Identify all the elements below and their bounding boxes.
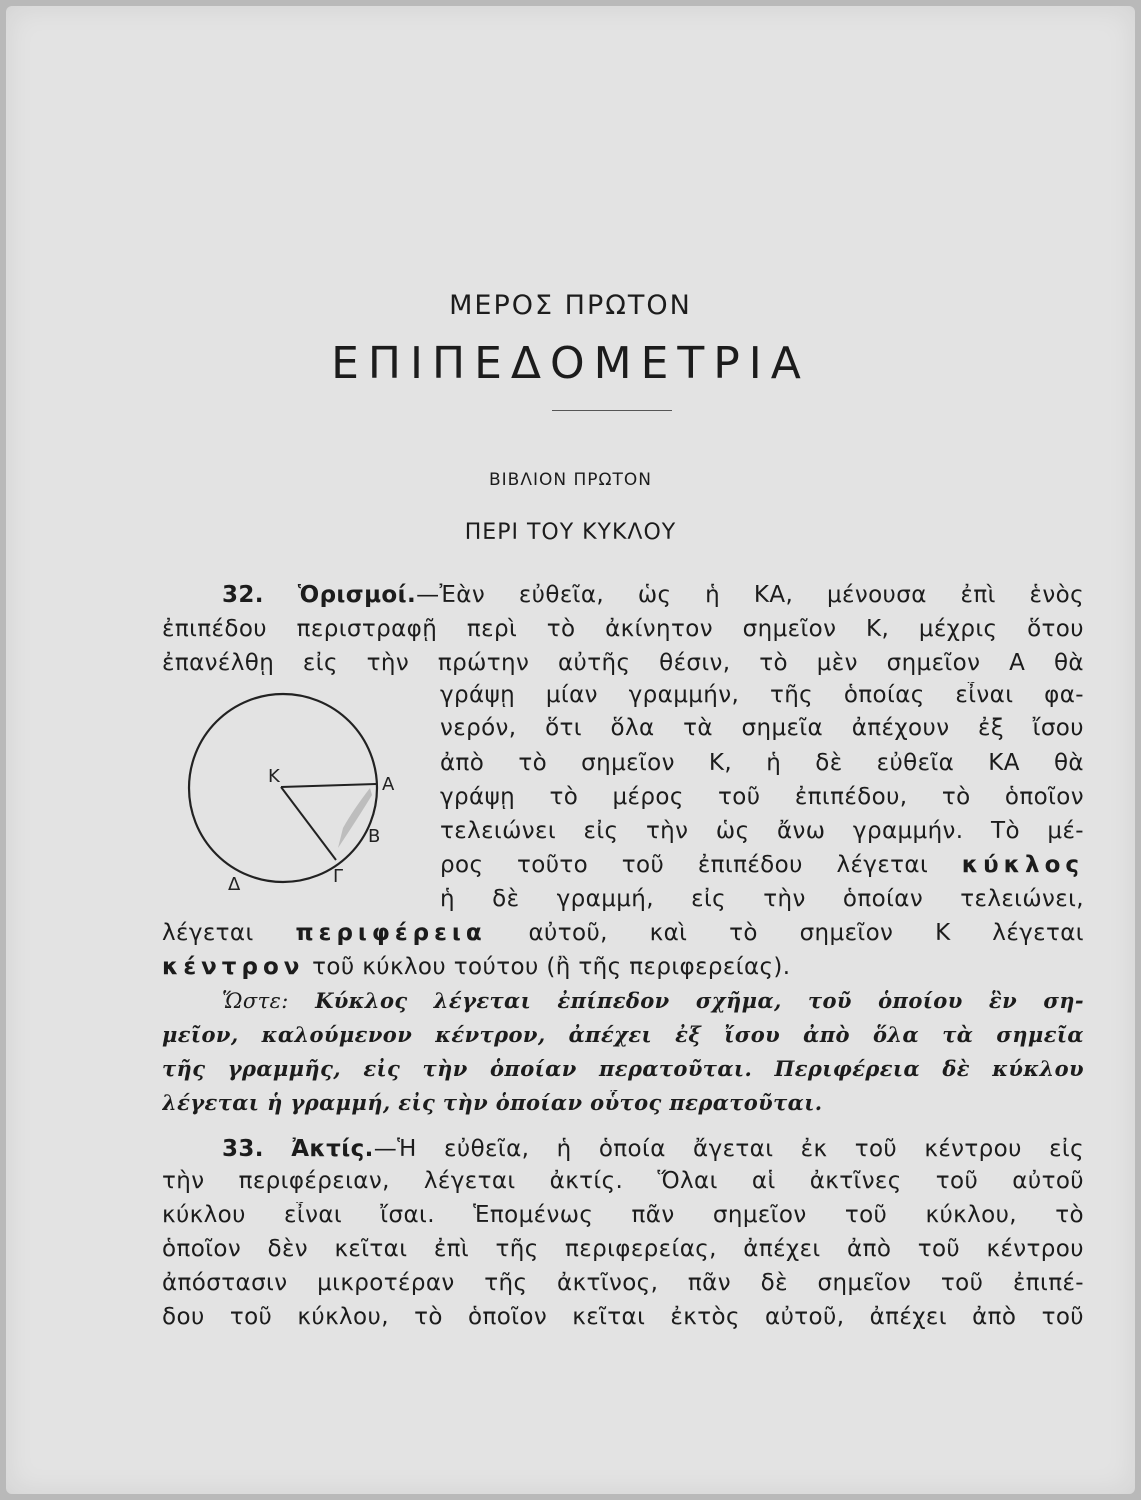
label-A: Α bbox=[382, 774, 395, 795]
section-32-line-4: γράψῃ μίαν γραμμήν, τῆς ὁποίας εἶναι φα- bbox=[440, 682, 1084, 708]
section-32-line-11 bbox=[162, 920, 1084, 956]
term-kentron: κέντρον bbox=[162, 954, 305, 980]
section-32-line-3: ἐπανέλθῃ εἰς τὴν πρώτην αὐτῆς θέσιν, τὸ μὲν σημεῖον Α θὰ bbox=[162, 650, 1084, 676]
chapter-title: ΠΕΡΙ ΤΟΥ ΚΥΚΛΟΥ bbox=[464, 520, 677, 545]
definition-line-1 bbox=[222, 988, 1084, 1024]
section-32-line-1-text: —Ἐὰν εὐθεῖα, ὡς ἡ ΚΑ, μένουσα ἐπὶ ἑνὸς bbox=[416, 582, 1084, 608]
section-33-number: 33. bbox=[222, 1136, 264, 1162]
definition-line-4: λέγεται ἡ γραμμή, εἰς τὴν ὁποίαν οὗτος περατοῦται. bbox=[162, 1090, 823, 1115]
section-33-heading: Ἀκτίς. bbox=[291, 1136, 374, 1162]
section-33-line-2: τὴν περιφέρειαν, λέγεται ἀκτίς. Ὅλαι αἱ ἀκτῖνες τοῦ αὐτοῦ bbox=[162, 1168, 1084, 1194]
circle-diagram bbox=[178, 690, 418, 900]
section-32-heading: Ὁρισμοί. bbox=[297, 582, 417, 608]
section-32-line-1 bbox=[222, 582, 1084, 618]
section-32-line-11-post: αὐτοῦ, καὶ τὸ σημεῖον Κ λέγεται bbox=[528, 920, 1084, 946]
section-33-line-3: κύκλου εἶναι ἴσαι. Ἑπομένως πᾶν σημεῖον τοῦ κύκλου, τὸ bbox=[162, 1202, 1084, 1228]
section-33-line-1-text: —Ἡ εὐθεῖα, ἡ ὁποία ἄγεται ἐκ τοῦ κέντρου εἰς bbox=[373, 1136, 1084, 1162]
label-D: Δ bbox=[228, 874, 241, 895]
label-B: Β bbox=[368, 826, 381, 847]
section-32-line-9-text: ρος τοῦτο τοῦ ἐπιπέδου λέγεται bbox=[440, 852, 929, 878]
section-32-line-12-post: τοῦ κύκλου τούτου (ἢ τῆς περιφερείας). bbox=[312, 954, 791, 980]
section-32-line-7: γράψῃ τὸ μέρος τοῦ ἐπιπέδου, τὸ ὁποῖον bbox=[440, 784, 1084, 810]
section-32-line-11-pre: λέγεται bbox=[162, 920, 254, 946]
label-K: Κ bbox=[268, 766, 280, 787]
definition-line-3: τῆς γραμμῆς, εἰς τὴν ὁποίαν περατοῦται. Περιφέρεια δὲ κύκλου bbox=[162, 1056, 1084, 1081]
section-32-line-5: νερόν, ὅτι ὅλα τὰ σημεῖα ἀπέχουν ἐξ ἴσου bbox=[440, 715, 1084, 741]
section-33-line-6: δου τοῦ κύκλου, τὸ ὁποῖον κεῖται ἐκτὸς αὐτοῦ, ἀπέχει ἀπὸ τοῦ bbox=[162, 1304, 1084, 1330]
section-32-number: 32. bbox=[222, 582, 264, 608]
label-G: Γ bbox=[333, 866, 344, 887]
part-title: ΜΕΡΟΣ ΠΡΩΤΟΝ bbox=[449, 290, 692, 321]
section-33-line-4: ὁποῖον δὲν κεῖται ἐπὶ τῆς περιφερείας, ἀπέχει ἀπὸ τοῦ κέντρου bbox=[162, 1236, 1084, 1262]
definition-line-2: μεῖον, καλούμενον κέντρον, ἀπέχει ἐξ ἴσου ἀπὸ ὅλα τὰ σημεῖα bbox=[162, 1022, 1084, 1047]
definition-lead: Ὥστε: bbox=[222, 989, 289, 1013]
section-32-line-12 bbox=[162, 954, 1084, 990]
section-32-line-2: ἐπιπέδου περιστραφῇ περὶ τὸ ἀκίνητον σημεῖον Κ, μέχρις ὅτου bbox=[162, 616, 1084, 642]
section-32-line-9 bbox=[440, 852, 1084, 888]
shaded-sector bbox=[338, 788, 372, 848]
book-title: ΒΙΒΛΙΟΝ ΠΡΩΤΟΝ bbox=[489, 470, 652, 490]
radius-KA bbox=[281, 784, 376, 787]
section-32-line-8: τελειώνει εἰς τὴν ὡς ἄνω γραμμήν. Τὸ μέ- bbox=[440, 818, 1084, 844]
section-32-line-6: ἀπὸ τὸ σημεῖον Κ, ἡ δὲ εὐθεῖα ΚΑ θὰ bbox=[440, 750, 1084, 776]
section-32-line-10: ἡ δὲ γραμμή, εἰς τὴν ὁποίαν τελειώνει, bbox=[440, 886, 1084, 912]
term-kyklos: κύκλος bbox=[961, 852, 1084, 878]
main-title: ΕΠΙΠΕΔΟΜΕΤΡΙΑ bbox=[331, 338, 810, 389]
radius-KG bbox=[281, 787, 336, 860]
title-divider bbox=[552, 410, 672, 411]
section-33-line-5: ἀπόστασιν μικροτέραν τῆς ἀκτῖνος, πᾶν δὲ σημεῖον τοῦ ἐπιπέ- bbox=[162, 1270, 1084, 1296]
definition-line-1-text: Κύκλος λέγεται ἐπίπεδον σχῆμα, τοῦ ὁποίου ἓν ση- bbox=[315, 988, 1084, 1013]
term-periferia: περιφέρεια bbox=[295, 920, 487, 946]
section-33-line-1 bbox=[222, 1136, 1084, 1172]
